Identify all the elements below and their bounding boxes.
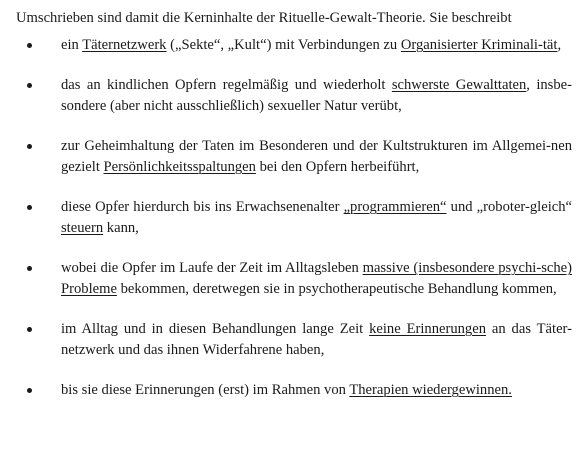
list-item-text <box>61 37 561 53</box>
list-item <box>16 136 572 178</box>
intro-paragraph: Umschrieben sind damit die Kerninhalte der Rituelle-Gewalt-Theorie. Sie beschreibt <box>16 10 512 26</box>
underlined-term: steuern <box>61 220 104 236</box>
underlined-term: massive (insbesondere psychi-sche) Probleme <box>61 260 572 297</box>
text-segment: im Alltag und in diesen Behandlungen lange Zeit <box>61 321 370 337</box>
underlined-term: Täternetzwerk <box>82 37 167 53</box>
text-segment: das an kindlichen Opfern regelmäßig und wiederholt <box>61 77 392 93</box>
list-item <box>16 35 572 56</box>
list-item <box>16 380 572 401</box>
underlined-term: Organisierter Kriminali-tät <box>400 37 558 53</box>
text-segment: ein <box>61 37 83 53</box>
bullet-icon <box>27 83 32 88</box>
list-item-text <box>61 321 572 358</box>
text-segment: kann, <box>103 220 139 236</box>
bullet-icon <box>27 144 32 149</box>
list-item <box>16 75 572 117</box>
text-segment: („Sekte“, „Kult“) mit Verbindungen zu <box>166 37 401 53</box>
bullet-icon <box>27 388 32 393</box>
text-segment: bei den Opfern herbeiführt, <box>255 159 420 175</box>
text-segment: , <box>557 37 562 53</box>
list-item <box>16 258 572 300</box>
bullet-icon <box>27 43 32 48</box>
bullet-list <box>16 35 572 401</box>
text-segment: an das Täter-netzwerk und das ihnen Widerfahrene haben, <box>61 321 572 358</box>
text-segment: bis sie diese Erinnerungen (erst) im Rahmen von <box>61 382 350 398</box>
text-segment: , insbe-sondere (aber nicht ausschließlich) sexueller Natur verübt, <box>61 77 572 114</box>
list-item <box>16 197 572 239</box>
text-segment: diese Opfer hierdurch bis ins Erwachsenenalter <box>61 199 344 215</box>
underlined-term: „programmieren“ <box>343 199 447 215</box>
bullet-icon <box>27 266 32 271</box>
list-item-text <box>61 260 572 297</box>
text-segment: bekommen, deretwegen sie in psychotherapeutische Behandlung kommen, <box>116 281 557 297</box>
underlined-term: schwerste Gewalttaten <box>391 77 527 93</box>
text-segment: wobei die Opfer im Laufe der Zeit im Alltagsleben <box>61 260 363 276</box>
text-segment: zur Geheimhaltung der Taten im Besonderen und der Kultstrukturen im Allgemei-nen gezielt <box>61 138 572 175</box>
underlined-term: Persönlichkeitsspaltungen <box>103 159 256 175</box>
list-item-text <box>61 199 572 236</box>
text-segment: und „roboter-gleich“ <box>446 199 572 215</box>
list-item-text <box>61 382 512 398</box>
underlined-term: keine Erinnerungen <box>369 321 487 337</box>
list-item <box>16 319 572 361</box>
bullet-icon <box>27 327 32 332</box>
list-item-text <box>61 138 572 175</box>
underlined-term: Therapien wiedergewinnen. <box>349 382 512 398</box>
bullet-icon <box>27 205 32 210</box>
list-item-text <box>61 77 572 114</box>
